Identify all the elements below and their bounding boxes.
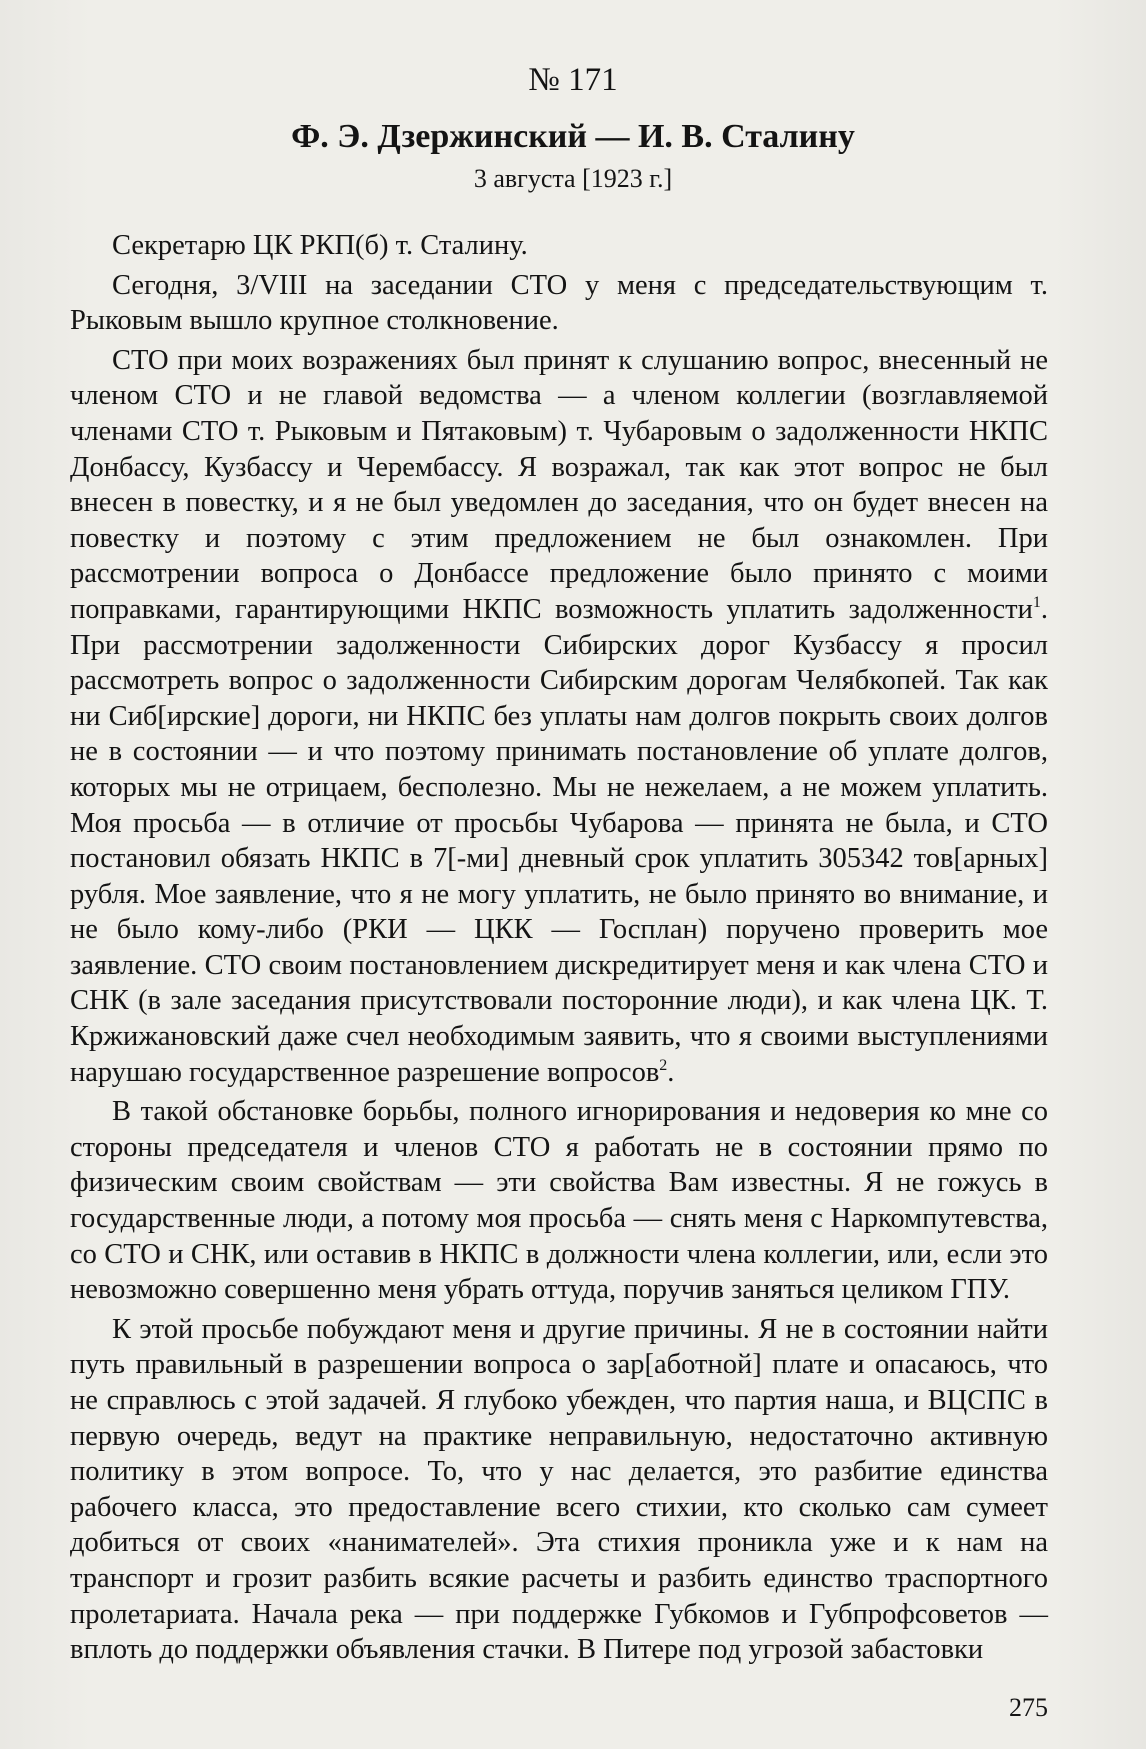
paragraph-2 — [70, 343, 1048, 1090]
paragraph-2-part-1: СТО при моих возражениях был принят к слушанию вопрос, внесенный не членом СТО и не главой ведомства — а членом коллегии (возглавляемой членами СТО т. Рыковым и Пятаковым) т. Чубаровым о задолженности НКПС Донбассу, Кузбассу и Черембассу. Я возражал, так как этот вопрос не был внесен в повестку, и я не был уведомлен до заседания, что он будет внесен на повестку и поэтому с этим предложением не был ознакомлен. При рассмотрении вопроса о Донбассе предложение было принято с моими поправками, гарантирующими НКПС возможность уплатить задолженности — [70, 344, 1048, 625]
paragraph-3: В такой обстановке борьбы, полного игнорирования и недоверия ко мне со стороны председателя и членов СТО я работать не в состоянии прямо по физическим своим свойствам — эти свойства Вам известны. Я не гожусь в государственные люди, а потому моя просьба — снять меня с Наркомпутевства, со СТО и СНК, или оставив в НКПС в должности члена коллегии, или, если это невозможно совершенно меня убрать оттуда, поручив заняться целиком ГПУ. — [70, 1096, 1048, 1306]
footnote-ref-2: 2 — [659, 1056, 668, 1074]
page-number: 275 — [1009, 1693, 1048, 1722]
footnote-ref-1: 1 — [1032, 593, 1041, 611]
paragraph-2-end: . — [667, 1056, 675, 1088]
paragraph-1: Сегодня, 3/VIII на заседании СТО у меня с председательствующим т. Рыковым вышло крупное столкновение. — [70, 269, 1048, 337]
document-number: № 171 — [528, 62, 618, 98]
paragraph-2-part-2: . При рассмотрении задолженности Сибирских дорог Кузбассу я просил рассмотреть вопрос о задолженности Сибирским дорогам Челябкопей. Так как ни Сиб[ирские] дороги, ни НКПС без уплаты нам долгов покрыть своих долгов не в состоянии — и что поэтому принимать постановление об уплате долгов, которых мы не отрицаем, бесполезно. Мы не нежелаем, а не можем уплатить. Моя просьба — в отличие от просьбы Чубарова — принята не была, и СТО постановил обязать НКПС в 7[-ми] дневный срок уплатить 305342 тов[арных] рубля. Мое заявление, что я не могу уплатить, не было принято во внимание, и не было кому-либо (РКИ — ЦКК — Госплан) поручено проверить мое заявление. СТО своим постановлением дискредитирует меня и как члена СТО и СНК (в зале заседания присутствовали посторонние люди), и как члена ЦК. Т. Кржижановский даже счел необходимым заявить, что я своими выступлениями нарушаю государственное разрешение вопросов — [70, 593, 1048, 1088]
letter-body — [70, 228, 1048, 1668]
paragraph-4: К этой просьбе побуждают меня и другие причины. Я не в состоянии найти путь правильный в разрешении вопроса о зар[аботной] плате и опасаюсь, что не справлюсь с этой задачей. Я глубоко убежден, что партия наша, и ВЦСПС в первую очередь, ведут на практике неправильную, недостаточно активную политику в этом вопросе. То, что у нас делается, это разбитие единства рабочего класса, это предоставление всего стихии, кто сколько сам сумеет добиться от своих «нанимателей». Эта стихия проникла уже и к нам на транспорт и грозит разбить всякие расчеты и разбить единство траспортного пролетариата. Начала река — при поддержке Губкомов и Губпрофсоветов — вплоть до поддержки объявления стачки. В Питере под угрозой забастовки — [70, 1313, 1048, 1666]
addressee-line: Секретарю ЦК РКП(б) т. Сталину. — [112, 230, 528, 261]
document-title: Ф. Э. Дзержинский — И. В. Сталину — [291, 118, 855, 155]
document-date: 3 августа [1923 г.] — [473, 164, 673, 193]
